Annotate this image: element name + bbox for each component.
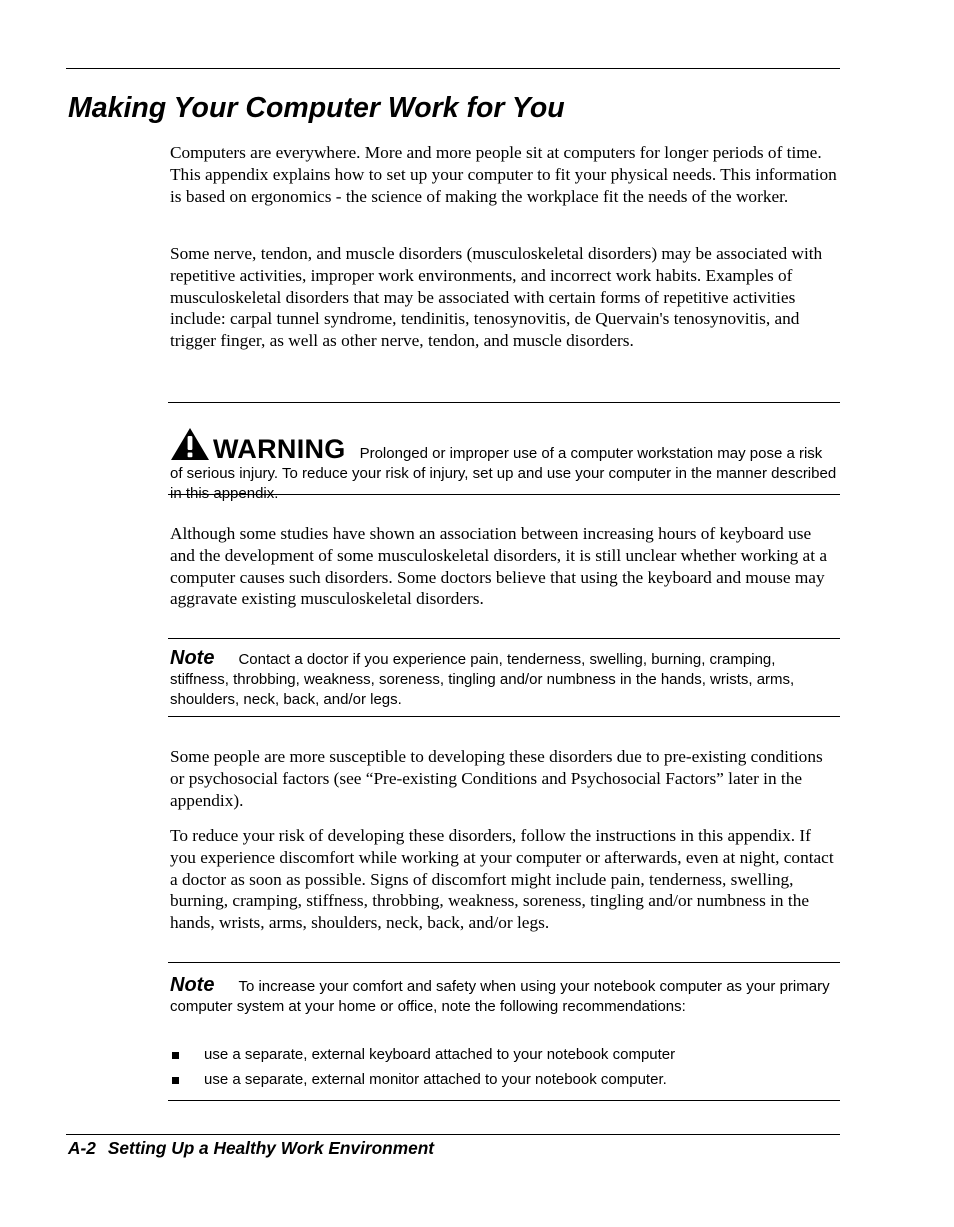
list-item-text: use a separate, external keyboard attached to your notebook computer [204,1046,676,1063]
recommendation-list [170,1045,838,1095]
list-item [170,1045,838,1070]
warning-text: Prolonged or improper use of a computer workstation may pose a risk of serious injury. To reduce your risk of injury, set up and use your computer in the manner described in this appendix. [170,445,837,502]
intro-paragraph: Computers are everywhere. More and more people sit at computers for longer periods of time. This appendix explains how to set up your computer to fit your physical needs. This information is based on ergonomics - the science of making the workplace fit the needs of the worker. [170,143,837,206]
warning-callout [168,402,840,502]
studies-paragraph: Although some studies have shown an association between increasing hours of keyboard use and the development of some musculoskeletal disorders, it is still unclear whether working at a computer causes such disorders. Some doctors believe that using the keyboard and mouse may aggravate existing musculoskeletal disorders. [170,524,827,609]
page-title: Making Your Computer Work for You [68,92,565,124]
footer-rule [66,1134,840,1135]
note-body [170,975,838,1017]
risk-reduction-paragraph: To reduce your risk of developing these disorders, follow the instructions in this appendix. If you experience discomfort while working at your computer or afterwards, even at night, contact a doctor as soon as possible. Signs of discomfort might include pain, tenderness, swelling, burning, cramping, stiffness, throbbing, weakness, soreness, tingling and/or numbness in the hands, wrists, arms, shoulders, neck, back, and/or legs. [170,826,834,933]
warning-label: WARNING [213,434,346,464]
square-bullet-icon [172,1077,179,1084]
list-item [170,1070,838,1095]
warning-heading [170,427,346,464]
note-callout-doctor [168,638,840,717]
note-text: To increase your comfort and safety when using your notebook computer as your primary computer system at your home or office, note the following recommendations: [170,978,830,1015]
header-rule [66,68,840,69]
note-body [170,648,838,710]
square-bullet-icon [172,1052,179,1059]
note-text: Contact a doctor if you experience pain, tenderness, swelling, burning, cramping, stiffness, throbbing, weakness, soreness, tingling and/or numbness in the hands, wrists, arms, shoulders, neck, back, and/or legs. [170,651,795,708]
list-item-text: use a separate, external monitor attached to your notebook computer. [204,1071,667,1088]
note-callout-notebook [168,962,840,1101]
note-label: Note [170,974,215,996]
susceptibility-paragraph: Some people are more susceptible to developing these disorders due to pre-existing conditions or psychosocial factors (see “Pre-existing Conditions and Psychosocial Factors” later in the appendix). [170,747,823,810]
disorders-paragraph: Some nerve, tendon, and muscle disorders (musculoskeletal disorders) may be associated with repetitive activities, improper work environments, and incorrect work habits. Examples of musculoskeletal disorders that may be associated with certain forms of repetitive activities include: carpal tunnel syndrome, tendinitis, tenosynovitis, de Quervain's tenosynovitis, and trigger finger, as well as other nerve, tendon, and muscle disorders. [170,244,823,351]
note-label: Note [170,647,215,669]
section-title: Setting Up a Healthy Work Environment [107,1138,435,1158]
page-number: A-2 [68,1138,96,1158]
page-footer [68,1137,434,1159]
warning-body [170,427,838,504]
warning-triangle-icon [170,427,210,461]
